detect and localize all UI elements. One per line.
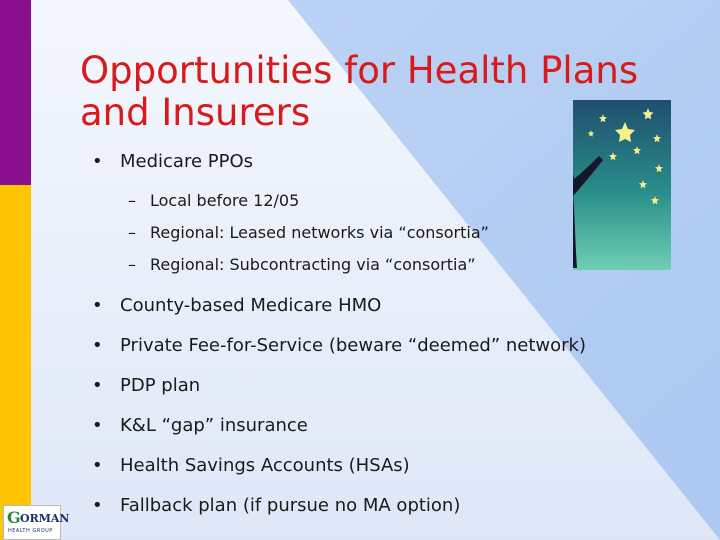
bullet-marker: • — [92, 455, 103, 476]
bullet-text: Fallback plan (if pursue no MA option) — [120, 495, 461, 516]
sub-list-item — [92, 222, 672, 254]
list-item — [92, 494, 672, 534]
list-item — [92, 414, 672, 454]
left-accent-bar-purple — [0, 0, 31, 185]
list-item — [92, 150, 672, 190]
bullet-text: K&L “gap” insurance — [120, 415, 308, 436]
bullet-list — [92, 150, 672, 534]
bullet-text: County-based Medicare HMO — [120, 295, 382, 316]
left-accent-bar-yellow — [0, 185, 31, 540]
logo-tagline: HEALTH GROUP — [8, 528, 53, 534]
sub-list-item — [92, 190, 672, 222]
bullet-marker: • — [92, 151, 103, 172]
dash-marker: – — [128, 223, 136, 242]
bullet-marker: • — [92, 295, 103, 316]
bullet-text: PDP plan — [120, 375, 201, 396]
list-item — [92, 294, 672, 334]
dash-marker: – — [128, 255, 136, 274]
bullet-marker: • — [92, 335, 103, 356]
bullet-marker: • — [92, 375, 103, 396]
bullet-text: Health Savings Accounts (HSAs) — [120, 455, 410, 476]
list-item — [92, 454, 672, 494]
gorman-health-group-logo — [3, 505, 70, 540]
bullet-text: Private Fee-for-Service (beware “deemed” network) — [120, 335, 587, 356]
list-item — [92, 334, 672, 374]
sub-list-item — [92, 254, 672, 294]
sub-bullet-text: Regional: Subcontracting via “consortia” — [150, 255, 476, 274]
logo-initial: G — [7, 508, 21, 527]
logo-name: ORMAN — [20, 512, 70, 525]
title-line-1: Opportunities for Health Plans — [80, 49, 639, 92]
bullet-marker: • — [92, 415, 103, 436]
bullet-marker: • — [92, 495, 103, 516]
bullet-text: Medicare PPOs — [120, 151, 254, 172]
title-line-2: and Insurers — [80, 91, 311, 134]
list-item — [92, 374, 672, 414]
sub-bullet-text: Local before 12/05 — [150, 191, 300, 210]
sub-bullet-text: Regional: Leased networks via “consortia” — [150, 223, 489, 242]
dash-marker: – — [128, 191, 136, 210]
